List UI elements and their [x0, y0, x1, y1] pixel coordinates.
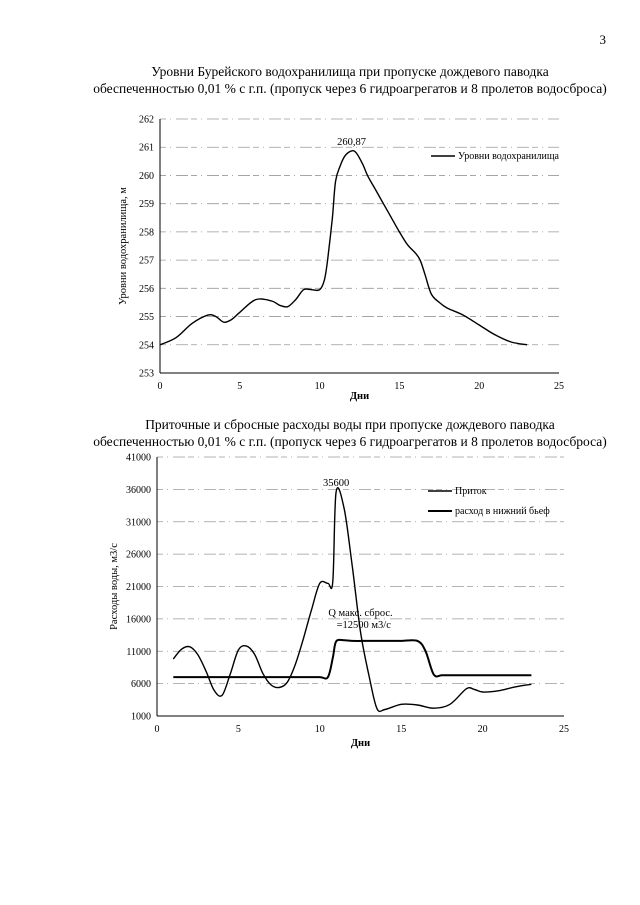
y-tick-label: 258: [139, 227, 154, 239]
x-tick-label: 10: [314, 724, 325, 735]
y-tick-label: 6000: [131, 679, 151, 691]
series-line-2: [173, 640, 531, 679]
annotation-label: 260,87: [337, 136, 366, 148]
y-tick-label: 36000: [126, 484, 151, 496]
y-tick-label: 1000: [131, 711, 151, 723]
legend-label: Приток: [455, 486, 487, 497]
x-tick-label: 20: [477, 724, 488, 735]
y-tick-label: 254: [139, 340, 154, 352]
chart1-title-line1: Уровни Бурейского водохранилища при пропуске дождевого паводка: [151, 64, 549, 79]
x-tick-label: 15: [396, 724, 407, 735]
chart2-title-line2: обеспеченностью 0,01 % с г.п. (пропуск через 6 гидроагрегатов и 8 пролетов водосброса): [93, 434, 607, 449]
annotation-label: Q макс. сброс.: [328, 608, 393, 620]
x-tick-label: 25: [559, 724, 569, 735]
x-tick-label: 0: [157, 381, 163, 392]
legend-label: Уровни водохранилища: [458, 151, 559, 162]
x-tick-label: 5: [237, 381, 243, 392]
x-axis-label: Дни: [349, 391, 370, 402]
y-tick-label: 256: [139, 283, 154, 295]
legend-label: расход в нижний бьеф: [455, 506, 550, 517]
y-tick-label: 26000: [126, 549, 151, 561]
x-tick-label: 25: [554, 381, 564, 392]
page-number: 3: [599, 32, 606, 47]
chart1-title-line2: обеспеченностью 0,01 % с г.п. (пропуск через 6 гидроагрегатов и 8 пролетов водосброса): [93, 81, 607, 96]
x-tick-label: 5: [235, 724, 241, 735]
y-tick-label: 261: [139, 142, 154, 154]
y-tick-label: 16000: [126, 614, 151, 626]
y-tick-label: 255: [139, 312, 154, 324]
chart2-title-line1: Приточные и сбросные расходы воды при пропуске дождевого паводка: [145, 417, 555, 432]
x-tick-label: 0: [154, 724, 160, 735]
y-tick-label: 41000: [126, 452, 151, 464]
x-tick-label: 10: [314, 381, 325, 392]
y-tick-label: 259: [139, 199, 154, 211]
y-tick-label: 21000: [126, 582, 151, 593]
y-tick-label: 262: [139, 114, 154, 126]
y-tick-label: 260: [139, 170, 154, 182]
y-tick-label: 257: [139, 255, 154, 267]
annotation-label: =12500 м3/с: [336, 619, 391, 631]
y-tick-label: 11000: [126, 646, 151, 658]
y-tick-label: 31000: [126, 517, 151, 529]
y-tick-label: 253: [139, 368, 154, 380]
x-tick-label: 20: [474, 381, 485, 392]
x-tick-label: 15: [394, 381, 405, 392]
y-axis-label: Расходы воды, м3/с: [109, 543, 120, 630]
x-axis-label: Дни: [350, 738, 371, 749]
annotation-label: 35600: [322, 477, 350, 489]
y-axis-label: Уровни водохранилища, м: [118, 187, 129, 305]
